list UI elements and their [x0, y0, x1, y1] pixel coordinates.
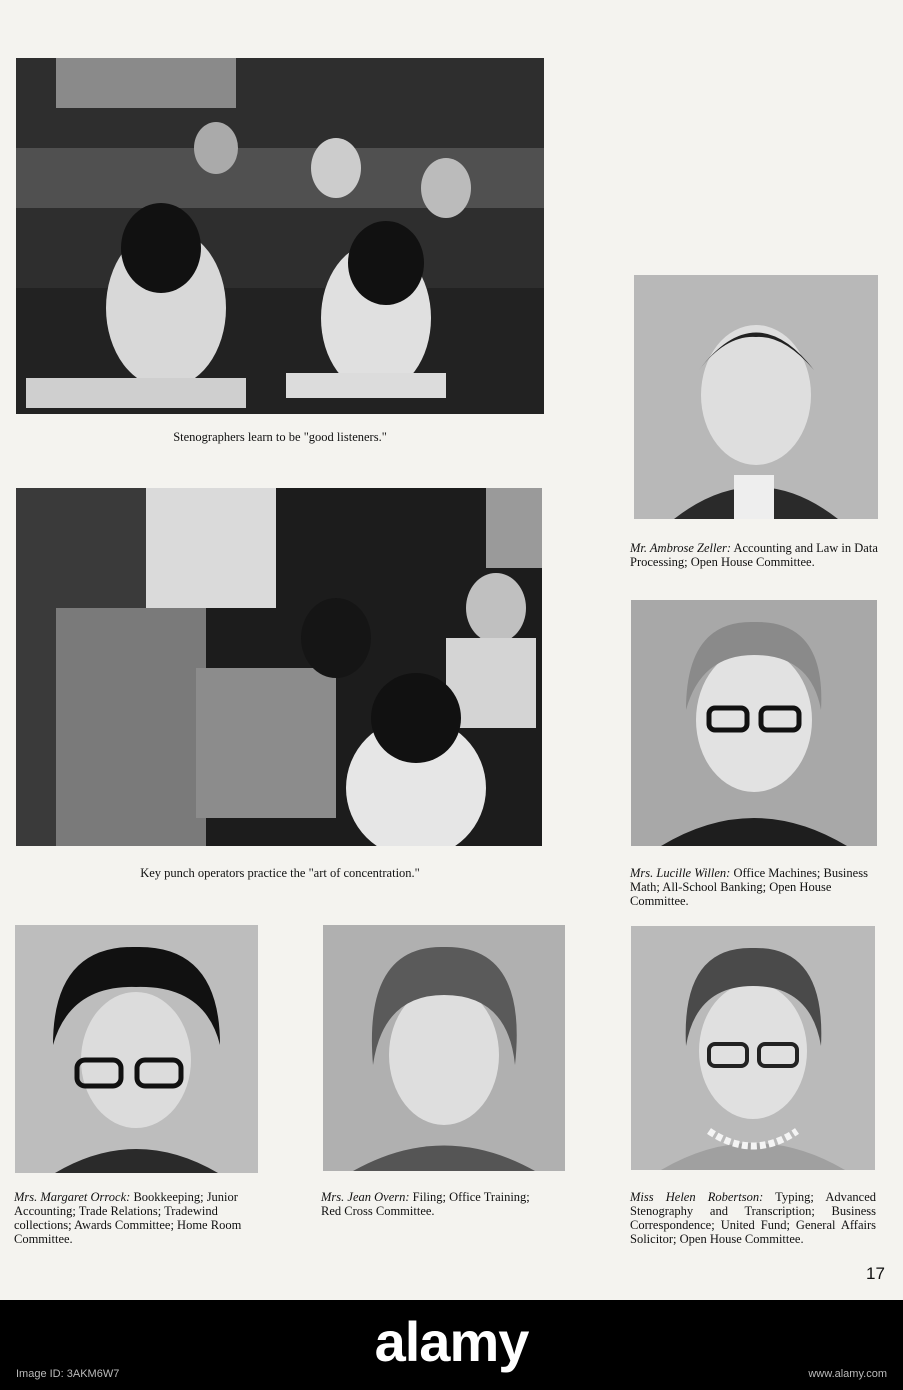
keypunch-caption: Key punch operators practice the "art of concentration." [140, 866, 420, 880]
overn-portrait [323, 925, 565, 1171]
robertson-duties: Typing; Advanced Stenography and Transcription; Business Correspondence; United Fund; General Affairs Solicitor; Open House Committee. [630, 1190, 877, 1246]
overn-duties: Filing; Office Training; Red Cross Committee. [321, 1190, 530, 1218]
zeller-name: Mr. Ambrose Zeller: [630, 541, 732, 555]
stenographers-caption: Stenographers learn to be "good listeners." [173, 430, 387, 444]
orrock-caption [14, 1190, 270, 1246]
willen-caption [630, 866, 880, 908]
keypunch-photo [16, 488, 542, 846]
willen-name: Mrs. Lucille Willen: [630, 866, 731, 880]
willen-portrait [631, 600, 877, 846]
robertson-portrait [631, 926, 875, 1170]
orrock-duties: Bookkeeping; Junior Accounting; Trade Relations; Tradewind collections; Awards Committee; Home Room Committee. [14, 1190, 242, 1246]
robertson-name: Miss Helen Robertson: [630, 1190, 764, 1204]
zeller-duties: Accounting and Law in Data Processing; Open House Committee. [630, 541, 878, 569]
overn-name: Mrs. Jean Overn: [321, 1190, 410, 1204]
zeller-portrait [634, 275, 878, 519]
orrock-portrait [15, 925, 258, 1173]
orrock-name: Mrs. Margaret Orrock: [14, 1190, 131, 1204]
robertson-caption [630, 1190, 876, 1246]
stenographers-photo [16, 58, 544, 414]
site-url: www.alamy.com [808, 1368, 887, 1380]
willen-duties: Office Machines; Business Math; All-School Banking; Open House Committee. [630, 866, 868, 908]
alamy-logo: alamy [374, 1310, 529, 1373]
image-id-label: Image ID: 3AKM6W7 [16, 1368, 120, 1380]
zeller-caption [630, 541, 880, 569]
page-number: 17 [866, 1264, 885, 1283]
overn-caption [321, 1190, 553, 1218]
watermark-footer [0, 1300, 903, 1390]
